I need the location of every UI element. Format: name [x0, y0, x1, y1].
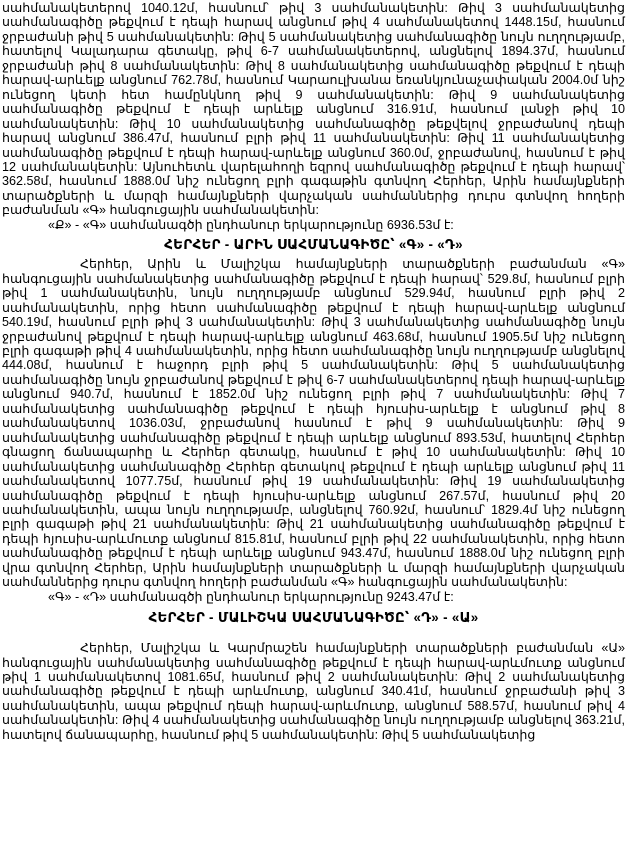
section-heading-herher-malishka: ՀԵՐՀԵՐ - ՄԱԼԻՇԿԱ ՍԱՀՄԱՆԱԳԻԾԸ՝ «Դ» - «Ա»	[148, 610, 479, 626]
boundary-description-paragraph-1: սահմանակետերով 1040.12մ, հասնում՝ թիվ 3 սահմանակետին: Թիվ 3 սահմանակետից սահմանագիծը թեքվում է դեպի հարավ անցնում թիվ 4 սահմանակետով 1448.15մ, հասնում ջրբաժանի թիվ 5 սահմանակետին: Թիվ 5 սահմանակետից սահմանագիծը նույն ուղղությամբ, հատելով Կալադարա գետակը, թիվ 6-7 սահմանակետերով, անցնելով 1894.37մ, հասնում ջրբաժանի թիվ 8 սահմանակետին: Թիվ 8 սահմանակետից սահմանագիծը թեքվում է դեպի հարավ-արևելք անցնում 762.78մ, հասնում Կարաուլխանա եռանկյունաչափական 2004.0մ նիշ ունեցող կետի հետ համընկնող թիվ 9 սահմանակետին: Թիվ 9 սահմանակետից սահմանագիծը թեքվում է դեպի արևելք անցնում 316.91մ, հասնում լանջի թիվ 10 սահմանակետին: Թիվ 10 սահմանակետից սահմանագիծը թեքվելով ջրբաժանով դեպի հարավ անցնում 386.47մ, հասնում բլրի թիվ 11 սահմանակետին: Թիվ 11 սահմանակետից սահմանագիծը թեքվում է դեպի հարավ-արևելք անցնում 360.0մ, ջրբաժանով, հասնում է թիվ 12 սահմանակետին: Այնուհետև վարելահողի եզրով սահմանագիծը թեքվում է դեպի հարավ՝ 362.58մ, հասնում 1888.0մ նիշ ունեցող բլրի գագաթին գտնվող Հերհեր, Արին համայնքների տարածքների և մարզի համայնքների վարչական սահմաններից դուրս գտնվող հողերի բաժանման «Գ» հանգուցային սահմանակետին:	[2, 1, 625, 218]
boundary-description-paragraph-2: Հերհեր, Արին և Մալիշկա համայնքների տարածքների բաժանման «Գ» հանգուցային սահմանակետից սահմանագիծը թեքվում է դեպի հարավ՝ 529.8մ, հասնում բլրի թիվ 1 սահմանակետին, նույն ուղղությամբ անցնում 529.94մ, հասնում բլրի թիվ 2 սահմանակետին, որից հետո սահմանագիծը թեքվում է դեպի հարավ-արևելք անցնում 540.19մ, հասնում բլրի թիվ 3 սահմանակետին: Թիվ 3 սահմանակետից սահմանագիծը նույն ջրբաժանով թեքվում է դեպի հարավ-արևելք անցնում 463.68մ, հասնում 1905.5մ նիշ ունեցող բլրի գագաթի թիվ 4 սահմանակետին, որից հետո սահմանագիծը նույն ուղղությամբ անցնելով 444.08մ, հասնում է հաջորդ բլրի թիվ 5 սահմանակետին: Թիվ 5 սահմանակետից սահմանագիծը նույն ջրբաժանով թեքվում է թիվ 6-7 սահմանակետերով դեպի հարավ-արևելք անցնում 940.7մ, հասնում է 1852.0մ նիշ ունեցող բլրի թիվ 7 սահմանակետին: Թիվ 7 սահմանակետից սահմանագիծը թեքվում է դեպի հյուսիս-արևելք է անցնում թիվ 8 սահմանակետով 1036.03մ, ջրբաժանով հասնում է թիվ 9 սահմանակետին: Թիվ 9 սահմանակետից սահմանագիծը թեքվում է դեպի արևելք անցնում 893.53մ, հատելով Հերհեր գնացող ճանապարհը և Հերհեր գետակը, հասնում է թիվ 10 սահմանակետին: Թիվ 10 սահմանակետից սահմանագիծը Հերհեր գետակով թեքվում է դեպի արևելք անցնում թիվ 11 սահմանակետով 1077.75մ, հասնում թիվ 19 սահմանակետին: Թիվ 19 սահմանակետից սահմանագիծը թեքվում է դեպի հյուսիս-արևելք անցնում 267.57մ, հասնում թիվ 20 սահմանակետին, ապա նույն ուղղությամբ, անցնելով 760.92մ, հասնում՝ 1829.4մ նիշ ունեցող բլրի գագաթի թիվ 21 սահմանակետին: Թիվ 21 սահմանակետից սահմանագիծը թեքվում է դեպի հյուսիս-արևմուտք անցնում 815.81մ, հասնում բլրի թիվ 22 սահմանակետին, որից հետո սահմանագիծը թեքվում է դեպի արևելք անցնում 943.47մ, հասնում 1888.0մ նիշ ունեցող բլրի վրա գտնվող Հերհեր, Արին համայնքների տարածքների և մարզի համայնքների վարչական սահմաններից դուրս գտնվող հողերի բաժանման «Գ» հանգուցային սահմանակետին:	[2, 257, 625, 590]
boundary-total-length-g-d: «Գ» - «Դ» սահմանագծի ընդհանուր երկարությունը 9243.47մ է:	[48, 589, 454, 604]
boundary-total-length-q-g: «Ք» - «Գ» սահմանագծի ընդհանուր երկարությունը 6936.53մ է:	[48, 217, 454, 232]
section-heading-herher-arin: ՀԵՐՀԵՐ - ԱՐԻՆ ՍԱՀՄԱՆԱԳԻԾԸ՝ «Գ» - «Դ»	[164, 237, 463, 253]
boundary-description-paragraph-3: Հերհեր, Մալիշկա և Կարմրաշեն համայնքների տարածքների բաժանման «Ա» հանգուցային սահմանակետից սահմանագիծը թեքվում է դեպի հարավ-արևմուտք անցնում թիվ 1 սահմանակետով 1081.65մ, հասնում թիվ 2 սահմանակետին: Թիվ 2 սահմանակետից սահմանագիծը թեքվում է դեպի արևմուտք, անցնում 340.41մ, հասնում ջրբաժանի թիվ 3 սահմանակետին, ապա թեքվում դեպի հարավ-արևմուտք, անցնում 588.57մ, հասնում թիվ 4 սահմանակետին: Թիվ 4 սահմանակետից սահմանագիծը նույն ուղղությամբ անցնելով 363.21մ, հատելով ճանապարհը, հասնում թիվ 5 սահմանակետին: Թիվ 5 սահմանակետից	[2, 641, 625, 742]
